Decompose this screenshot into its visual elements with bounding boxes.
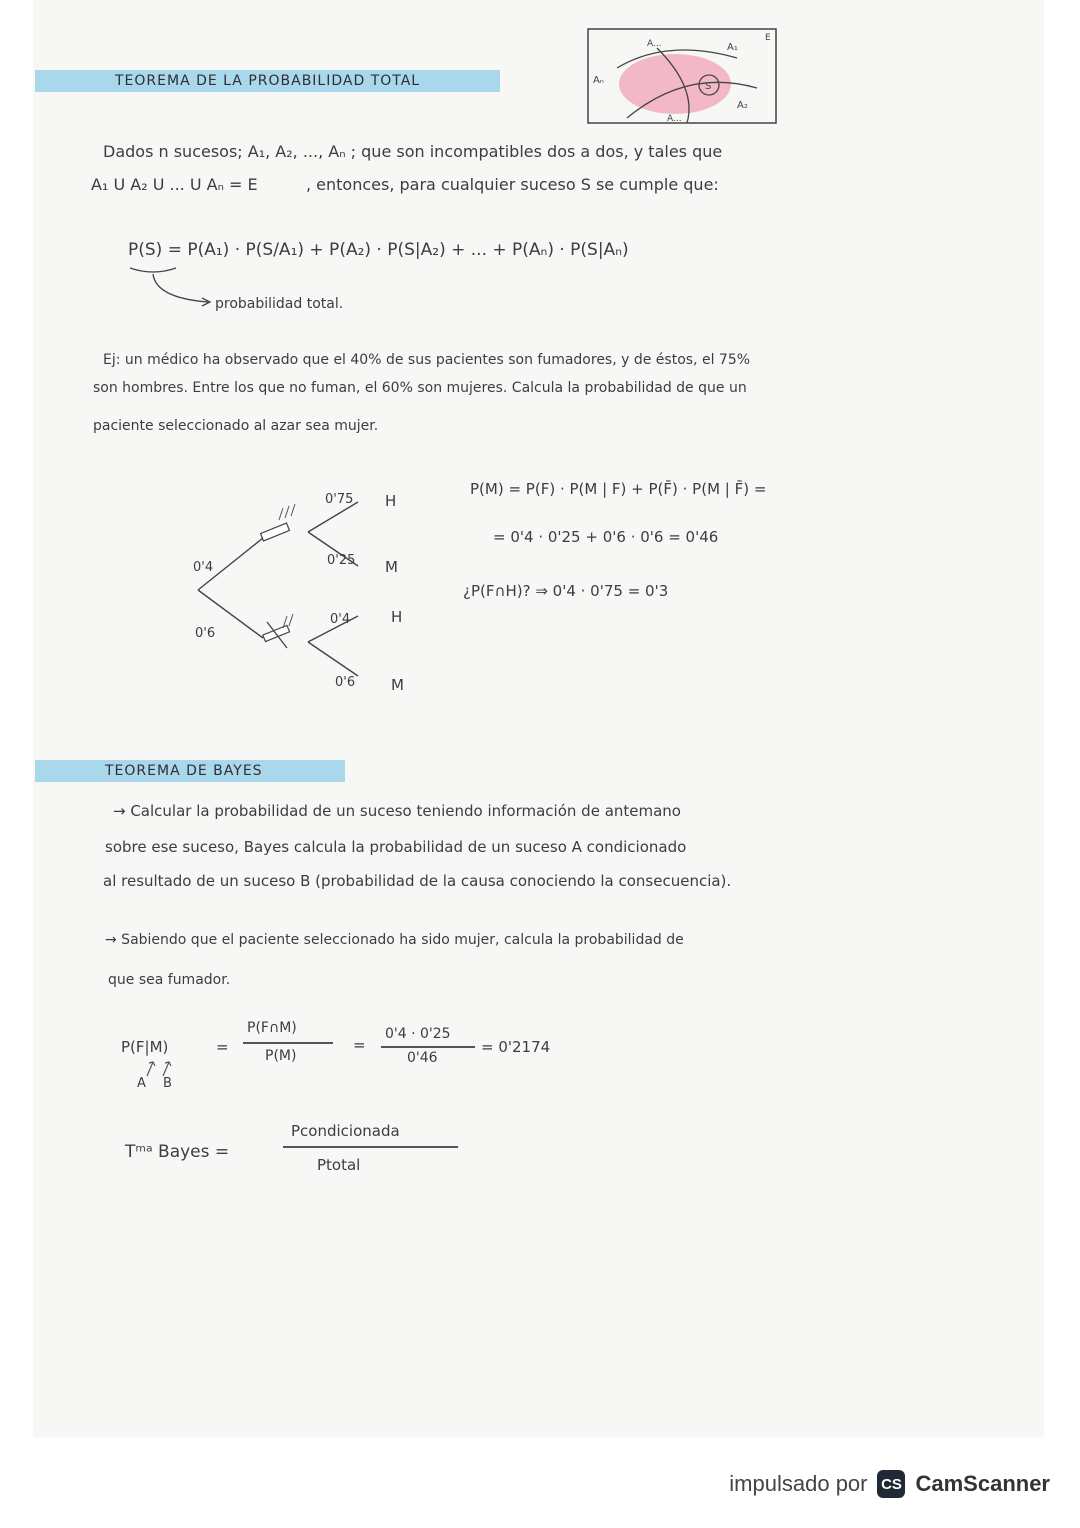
tree-branch-nf-m — [308, 642, 358, 676]
bayes-result: = 0'2174 — [481, 1038, 551, 1056]
section-title-bayes: TEOREMA DE BAYES — [105, 763, 263, 779]
bayes-line-4: → Sabiendo que el paciente seleccionado ha sido mujer, calcula la probabilidad de — [105, 932, 684, 948]
tree-prob-nf-h: 0'4 — [330, 612, 351, 627]
bayes-line-5: que sea fumador. — [108, 972, 231, 988]
statement-line-2b: , entonces, para cualquier suceso S se cumple que: — [306, 175, 719, 194]
bayes-frac2-den: 0'46 — [407, 1050, 438, 1066]
venn-label-s: S — [705, 81, 712, 92]
bayes-rule-denominator: Ptotal — [317, 1156, 361, 1174]
example-line-1: Ej: un médico ha observado que el 40% de sus pacientes son fumadores, y de éstos, el 75% — [103, 352, 751, 368]
no-smoking-icon — [263, 614, 293, 648]
tree-leaf-m-1: M — [385, 558, 398, 576]
bayes-rule-numerator: Pcondicionada — [291, 1122, 400, 1140]
example-line-2: son hombres. Entre los que no fuman, el 60% son mujeres. Calcula la probabilidad de que un — [93, 380, 747, 396]
venn-shaded-region — [619, 54, 731, 114]
tree-prob-no-fumador: 0'6 — [195, 626, 216, 641]
scanner-watermark — [729, 1470, 1050, 1498]
statement-line-1: Dados n sucesos; A₁, A₂, ..., Aₙ ; que son incompatibles dos a dos, y tales que — [103, 142, 723, 161]
bayes-line-3: al resultado de un suceso B (probabilidad de la causa conociendo la consecuencia). — [103, 872, 732, 890]
statement-line-2a: A₁ U A₂ U ... U Aₙ = E — [91, 175, 258, 194]
probability-tree — [183, 490, 423, 700]
tree-prob-f-h: 0'75 — [325, 492, 354, 507]
venn-label-an: Aₙ — [593, 75, 604, 86]
cigarette-icon — [261, 504, 295, 541]
tree-leaf-h-2: H — [391, 608, 403, 626]
bayes-label-a: A — [137, 1076, 146, 1091]
notebook-page — [33, 0, 1044, 1437]
bayes-frac2-bar — [381, 1046, 475, 1048]
bayes-lhs: P(F|M) — [121, 1038, 169, 1056]
bayes-arrows — [139, 1058, 179, 1078]
venn-label-a-bottom: A... — [667, 114, 682, 124]
tree-prob-nf-m: 0'6 — [335, 675, 356, 690]
calc-line-2: = 0'4 · 0'25 + 0'6 · 0'6 = 0'46 — [493, 528, 719, 546]
camscanner-logo-icon: CS — [877, 1470, 905, 1498]
bayes-frac1-num: P(F∩M) — [247, 1020, 297, 1036]
example-line-3: paciente seleccionado al azar sea mujer. — [93, 418, 379, 434]
calc-line-3: ¿P(F∩H)? ⇒ 0'4 · 0'75 = 0'3 — [463, 582, 669, 600]
bayes-rule-label: Tᵐᵃ Bayes = — [125, 1142, 230, 1162]
bayes-rule-bar — [283, 1146, 458, 1148]
camscanner-brand: CamScanner — [915, 1471, 1050, 1496]
venn-label-a-top: A... — [647, 39, 662, 49]
bayes-frac2-num: 0'4 · 0'25 — [385, 1026, 451, 1042]
venn-label-e: E — [765, 33, 771, 43]
venn-label-a1: A₁ — [727, 42, 738, 53]
powered-by-text: impulsado por — [729, 1471, 868, 1496]
calc-line-1: P(M) = P(F) · P(M | F) + P(F̄) · P(M | F̄) = — [470, 480, 767, 498]
section-title-total-probability: TEOREMA DE LA PROBABILIDAD TOTAL — [115, 73, 421, 89]
bayes-eq-2: = — [353, 1036, 366, 1054]
tree-leaf-h-1: H — [385, 492, 397, 510]
venn-label-a2: A₂ — [737, 100, 748, 111]
bayes-frac1-den: P(M) — [265, 1048, 297, 1064]
bayes-frac1-bar — [243, 1042, 333, 1044]
tree-prob-fumador: 0'4 — [193, 560, 214, 575]
tree-leaf-m-2: M — [391, 676, 404, 694]
total-probability-formula: P(S) = P(A₁) · P(S/A₁) + P(A₂) · P(S|A₂) + ... + P(Aₙ) · P(S|Aₙ) — [128, 240, 629, 260]
formula-note: probabilidad total. — [215, 296, 344, 312]
tree-prob-f-m: 0'25 — [327, 553, 356, 568]
bayes-label-b: B — [163, 1076, 172, 1091]
bayes-line-2: sobre ese suceso, Bayes calcula la probabilidad de un suceso A condicionado — [105, 838, 687, 856]
venn-diagram — [587, 28, 777, 124]
bayes-eq-1: = — [216, 1038, 229, 1056]
bayes-line-1: → Calcular la probabilidad de un suceso teniendo información de antemano — [113, 802, 681, 820]
